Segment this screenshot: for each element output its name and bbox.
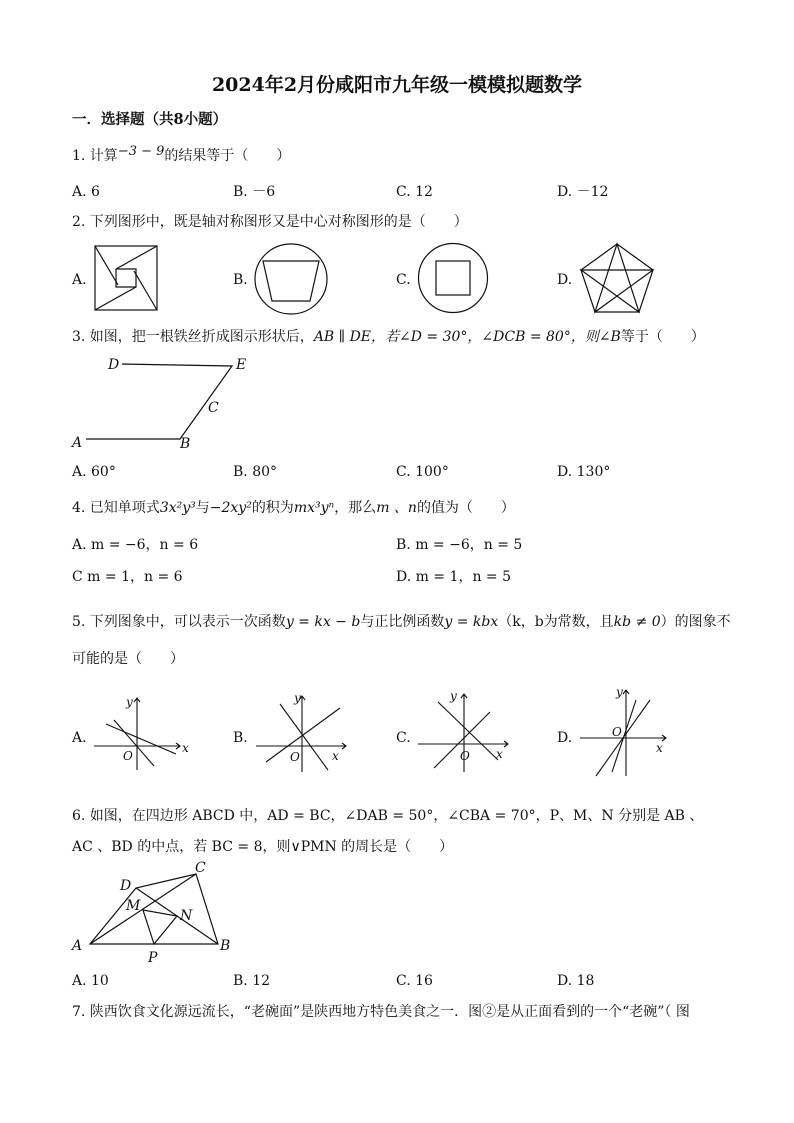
svg-text:A: A [72, 938, 83, 954]
q3-label-a: A [72, 435, 83, 451]
q2-figure-d-pentagon-star [579, 242, 655, 314]
question-7-stem: 7. 陕西饮食文化源远流长，“老碗面”是陕西地方特色美食之一．图②是从正面看到的一个“老碗”（ 图 [72, 1004, 690, 1020]
q6-option-b[interactable]: B. 12 [233, 973, 271, 989]
svg-text:x: x [182, 741, 189, 755]
q2-figure-b-circle-trapezoid [254, 243, 328, 315]
svg-text:O: O [123, 749, 133, 763]
svg-text:y: y [616, 685, 623, 699]
q4-option-c[interactable]: C m = 1，n = 6 [72, 569, 183, 585]
q3-label-e: E [236, 357, 247, 373]
q4-option-a[interactable]: A. m = −6，n = 6 [72, 537, 199, 553]
svg-text:O: O [612, 725, 622, 739]
q3-condition: AB ∥ DE，若∠D = 30°，∠DCB = 80°，则∠B [313, 329, 621, 345]
question-6-line-2: AC 、BD 的中点，若 BC = 8，则∨PMN 的周长是（ ） [72, 839, 454, 855]
q5-graph-d [578, 684, 674, 780]
question-3-stem: 3. 如图，把一根铁丝折成图示形状后，AB ∥ DE，若∠D = 30°，∠DCB = 80°，则∠B等于（ ） [72, 329, 705, 345]
svg-text:C: C [195, 860, 206, 876]
q1-option-c[interactable]: C. 12 [396, 184, 433, 200]
q4-option-b[interactable]: B. m = −6，n = 5 [396, 537, 523, 553]
svg-text:P: P [148, 950, 158, 966]
q1-option-a[interactable]: A. 6 [72, 184, 100, 200]
q3-label-c: C [208, 400, 219, 416]
question-5-stem-continued: 可能的是（ ） [72, 651, 184, 667]
svg-text:M: M [126, 898, 141, 914]
q5-graph-c [416, 686, 516, 774]
svg-text:y: y [450, 689, 457, 703]
q3-option-a[interactable]: A. 60° [72, 464, 116, 480]
q1-option-b[interactable]: B. －6 [233, 184, 276, 200]
q6-option-a[interactable]: A. 10 [72, 973, 109, 989]
question-4-stem: 4. 已知单项式3x²y³与−2xy²的积为mx³yⁿ，那么m 、n的值为（ ） [72, 500, 515, 516]
q2-figure-c-circle-square [417, 242, 489, 314]
q5-graph-a [92, 690, 188, 772]
svg-text:O: O [290, 750, 300, 764]
q3-label-b: B [180, 436, 191, 452]
q4-option-d[interactable]: D. m = 1，n = 5 [396, 569, 511, 585]
q3-figure-bent-wire [70, 350, 260, 454]
svg-text:N: N [180, 908, 193, 924]
q2-option-b[interactable]: B. [233, 272, 248, 288]
q3-option-d[interactable]: D. 130° [557, 464, 611, 480]
question-5-stem: 5. 下列图象中，可以表示一次函数y = kx − b与正比例函数y = kbx（k，b为常数，且kb ≠ 0）的图象不 [72, 614, 731, 630]
q5-option-b[interactable]: B. [233, 730, 248, 746]
q1-option-d[interactable]: D. －12 [557, 184, 609, 200]
q5-option-d[interactable]: D. [557, 730, 573, 746]
svg-text:y: y [294, 691, 301, 705]
q6-option-d[interactable]: D. 18 [557, 973, 595, 989]
q3-label-d: D [108, 357, 120, 373]
q3-option-c[interactable]: C. 100° [396, 464, 449, 480]
q2-figure-a-pinwheel-square [94, 245, 158, 311]
svg-text:O: O [460, 749, 470, 763]
q1-expression: −3 − 9 [117, 144, 165, 159]
svg-text:D: D [120, 878, 132, 894]
question-2-stem: 2. 下列图形中，既是轴对称图形又是中心对称图形的是（ ） [72, 214, 468, 230]
q5-option-c[interactable]: C. [396, 730, 411, 746]
question-1-stem: 1. 计算−3 − 9的结果等于（ ） [72, 144, 291, 164]
svg-text:x: x [332, 749, 339, 763]
q6-option-c[interactable]: C. 16 [396, 973, 433, 989]
q3-option-b[interactable]: B. 80° [233, 464, 278, 480]
q2-option-a[interactable]: A. [72, 272, 87, 288]
q5-graph-b [254, 688, 354, 774]
q2-option-d[interactable]: D. [557, 272, 573, 288]
question-6-line-1: 6. 如图，在四边形 ABCD 中，AD = BC，∠DAB = 50°，∠CBA = 70°，P、M、N 分别是 AB 、 [72, 808, 704, 824]
q2-option-c[interactable]: C. [396, 272, 411, 288]
q5-option-a[interactable]: A. [72, 730, 87, 746]
page-title: 2024年2月份咸阳市九年级一模模拟题数学 [211, 74, 583, 96]
svg-text:x: x [496, 747, 503, 761]
q6-figure-quadrilateral [70, 858, 240, 968]
svg-text:y: y [126, 695, 133, 709]
section-heading: 一．选择题（共8小题） [72, 111, 228, 128]
svg-text:x: x [656, 741, 663, 755]
svg-text:B: B [220, 938, 231, 954]
